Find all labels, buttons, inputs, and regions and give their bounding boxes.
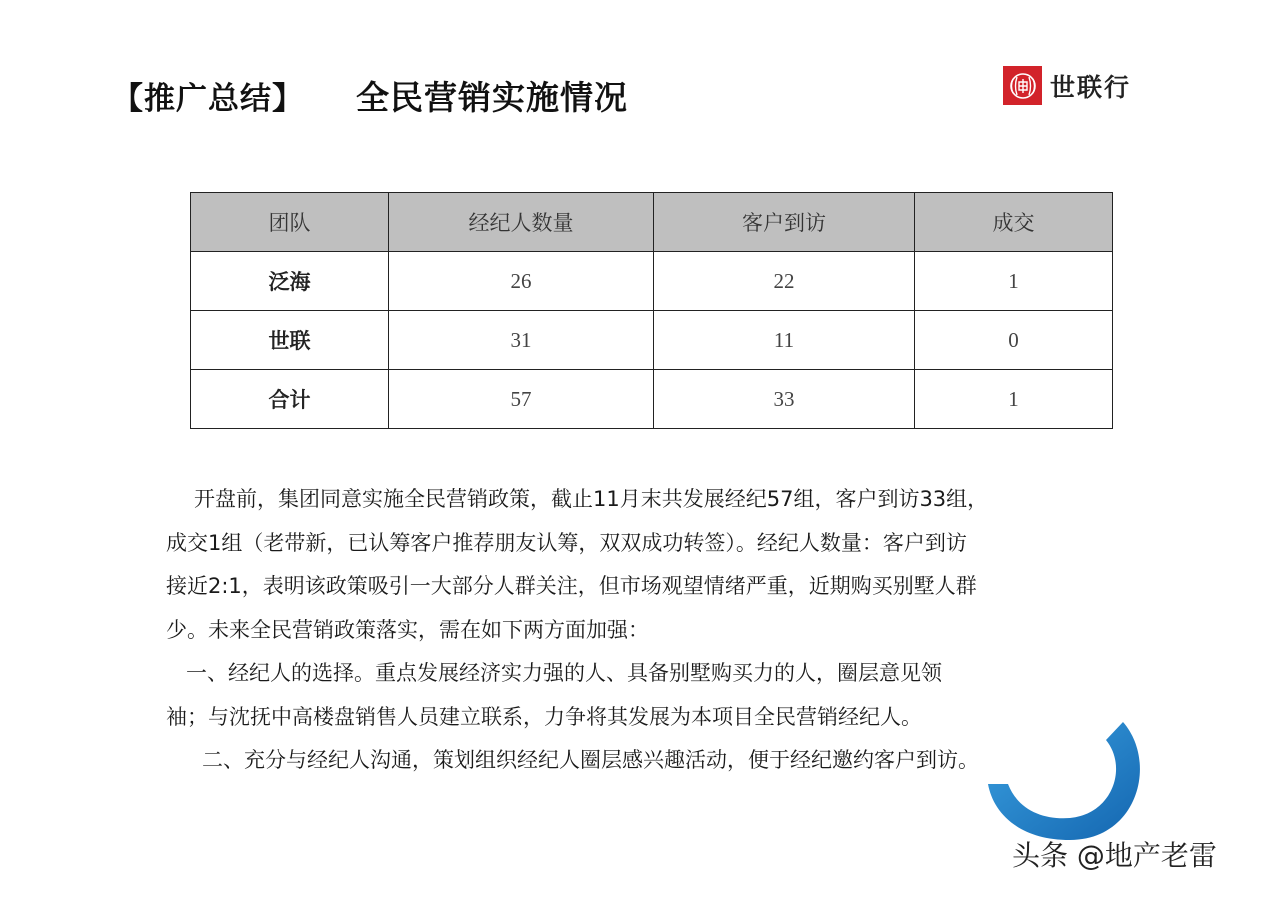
paragraph-line: 少。未来全民营销政策落实，需在如下两方面加强： [166,617,649,642]
table-row-total [191,370,1113,429]
paragraph-line: 成交1组（老带新，已认筹客户推荐朋友认筹，双双成功转签）。经纪人数量：客户到访 [166,530,967,555]
agents-cell: 31 [389,311,654,370]
column-header-visits: 客户到访 [654,193,915,252]
recommendation-1: 一、经纪人的选择。重点发展经济实力强的人、具备别墅购买力的人，圈层意见领 [186,661,942,685]
visits-cell: 33 [654,370,915,429]
watermark: 头条 @地产老雷 [1012,839,1217,872]
agents-cell: 57 [389,370,654,429]
marketing-summary-table [190,192,1113,429]
deals-cell: 1 [915,252,1113,311]
recommendation-2: 二、充分与经纪人沟通，策划组织经纪人圈层感兴趣活动，便于经纪邀约客户到访。 [202,748,979,772]
table-row [191,252,1113,311]
section-tag: 【推广总结】 [112,80,304,117]
column-header-deals: 成交 [915,193,1113,252]
column-header-agents: 经纪人数量 [389,193,654,252]
paragraph-line: 袖；与沈抚中高楼盘销售人员建立联系，力争将其发展为本项目全民营销经纪人。 [166,704,922,729]
summary-paragraph [166,478,1106,783]
company-logo [1003,66,1131,105]
logo-text: 世联行 [1050,72,1132,102]
team-cell: 世联 [191,311,389,370]
blue-swoosh-icon [988,722,1148,842]
page-title: 全民营销实施情况 [356,77,628,117]
table-row [191,311,1113,370]
team-cell: 合计 [191,370,389,429]
visits-cell: 11 [654,311,915,370]
deals-cell: 0 [915,311,1113,370]
agents-cell: 26 [389,252,654,311]
column-header-team: 团队 [191,193,389,252]
paragraph-line: 开盘前，集团同意实施全民营销政策，截止11月末共发展经纪57组，客户到访33组， [194,487,989,511]
visits-cell: 22 [654,252,915,311]
title-row [112,70,628,120]
shilianhang-logo-icon [1003,66,1042,105]
team-cell: 泛海 [191,252,389,311]
paragraph-line: 接近2:1，表明该政策吸引一大部分人群关注，但市场观望情绪严重，近期购买别墅人群 [166,574,977,598]
deals-cell: 1 [915,370,1113,429]
table-header-row [191,193,1113,252]
